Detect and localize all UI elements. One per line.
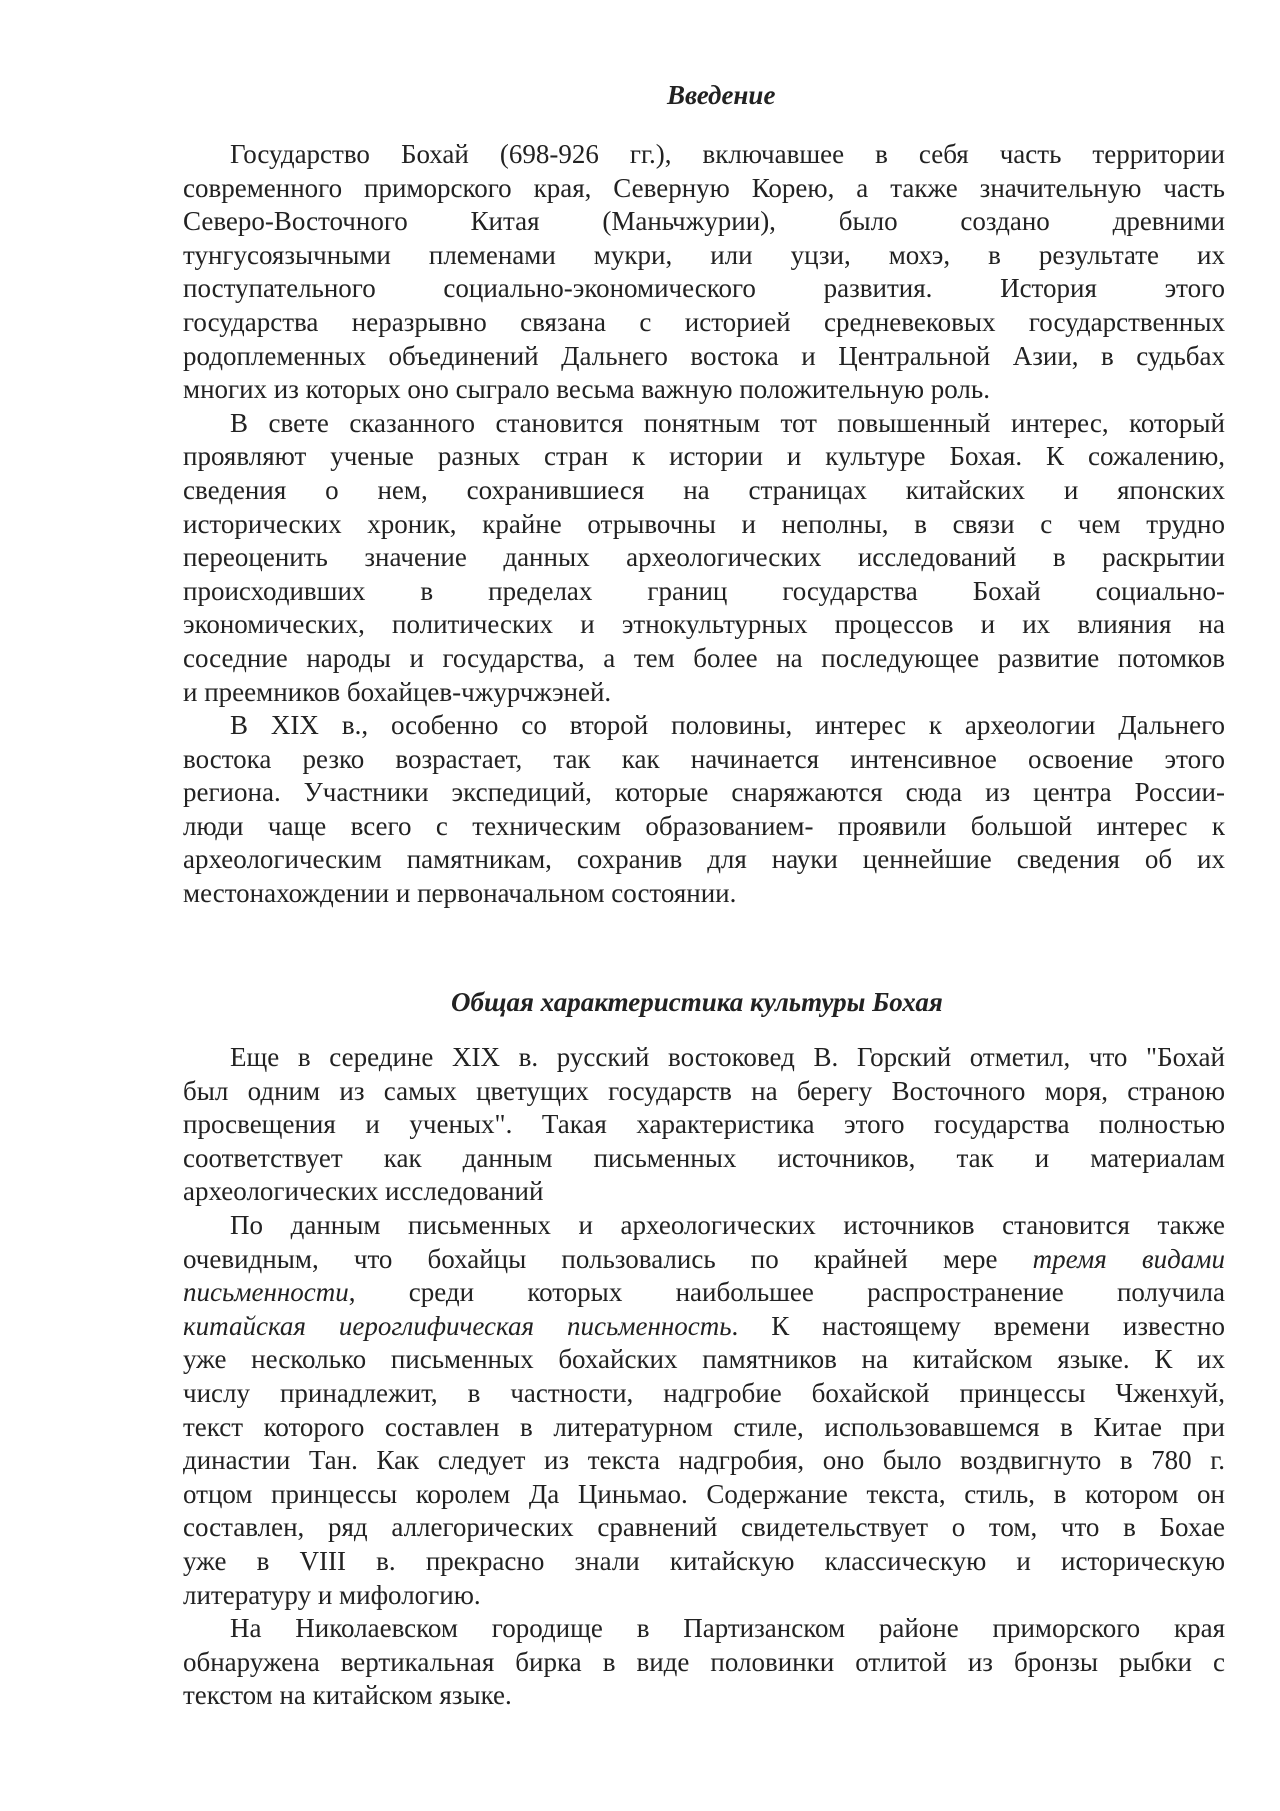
section-heading-introduction: Введение (667, 80, 776, 110)
text-line: местонахождении и первоначальном состоянии. (183, 878, 737, 909)
paragraph (183, 1041, 1225, 1209)
text-line: просвещения и ученых". Такая характеристика этого государства полностью (183, 1109, 1225, 1140)
text-line: современного приморского края, Северную Корею, а также значительную часть (183, 172, 1225, 203)
text-line: тунгусоязычными племенами мукри, или уцзи, мохэ, в результате их (183, 239, 1225, 270)
text-line: литературу и мифологию. (183, 1579, 481, 1610)
paragraph (183, 709, 1225, 911)
text-line: уже в VIII в. прекрасно знали китайскую классическую и историческую (183, 1545, 1225, 1576)
text-line: востока резко возрастает, так как начинается интенсивное освоение этого (183, 743, 1225, 774)
text-line: и преемников бохайцев-чжурчжэней. (183, 676, 612, 707)
text-line: экономических, политических и этнокультурных процессов и их влияния на (183, 609, 1225, 640)
paragraph (183, 407, 1225, 709)
text-line: Еще в середине XIX в. русский востоковед В. Горский отметил, что "Бохай (230, 1042, 1225, 1072)
text-line: В XIX в., особенно со второй половины, интерес к археологии Дальнего (230, 710, 1225, 741)
text-line (183, 1276, 1225, 1310)
text-line: текст которого составлен в литературном стиле, использовавшемся в Китае при (183, 1411, 1225, 1442)
italic-text: китайская иероглифическая письменность (183, 1310, 732, 1341)
italic-text: письменности (183, 1277, 349, 1308)
text-line: переоценить значение данных археологических исследований в раскрытии (183, 542, 1225, 573)
text-line: текстом на китайском языке. (183, 1680, 512, 1711)
text-line: Северо-Восточного Китая (Маньчжурии), было создано древними (183, 206, 1225, 237)
text-line: родоплеменных объединений Дальнего востока и Центральной Азии, в судьбах (183, 340, 1225, 371)
text-line: числу принадлежит, в частности, надгробие бохайской принцессы Чженхуй, (183, 1377, 1225, 1408)
paragraph (183, 1209, 1225, 1612)
text-line: Государство Бохай (698-926 гг.), включавшее в себя часть территории (230, 139, 1225, 169)
text-line: соответствует как данным письменных источников, так и материалам (183, 1142, 1225, 1173)
paragraph (183, 138, 1225, 407)
text-segment: очевидным, что бохайцы пользовались по крайней мере (183, 1243, 1033, 1274)
text-line: отцом принцессы королем Да Циньмао. Содержание текста, стиль, в котором он (183, 1478, 1225, 1509)
paragraph (183, 1612, 1225, 1713)
text-segment: . К настоящему времени известно (731, 1310, 1225, 1341)
text-line: проявляют ученые разных стран к истории и культуре Бохая. К сожалению, (183, 441, 1225, 472)
text-line (183, 1243, 1225, 1277)
section-heading-culture-overview: Общая характеристика культуры Бохая (451, 987, 943, 1017)
text-line: поступательного социально-экономического развития. История этого (183, 273, 1225, 304)
text-line: государства неразрывно связана с историей средневековых государственных (183, 306, 1225, 337)
text-line: В свете сказанного становится понятным тот повышенный интерес, который (230, 407, 1225, 438)
text-line: региона. Участники экспедиций, которые снаряжаются сюда из центра России- (183, 777, 1225, 808)
text-line: сведения о нем, сохранившиеся на страницах китайских и японских (183, 474, 1225, 505)
text-line: обнаружена вертикальная бирка в виде половинки отлитой из бронзы рыбки с (183, 1646, 1225, 1677)
text-line: был одним из самых цветущих государств на берегу Восточного моря, страною (183, 1075, 1225, 1106)
text-line: соседние народы и государства, а тем более на последующее развитие потомков (183, 642, 1225, 673)
text-line: уже несколько письменных бохайских памятников на китайском языке. К их (183, 1344, 1225, 1375)
text-line: исторических хроник, крайне отрывочны и неполны, в связи с чем трудно (183, 508, 1225, 539)
text-line: На Николаевском городище в Партизанском районе приморского края (230, 1613, 1225, 1644)
section-introduction-body (183, 138, 1225, 911)
text-line: составлен, ряд аллегорических сравнений свидетельствует о том, что в Бохае (183, 1512, 1225, 1543)
italic-text: тремя видами (1032, 1243, 1226, 1274)
section-culture-overview-body (183, 1041, 1225, 1713)
text-line: многих из которых оно сыграло весьма важную положительную роль. (183, 374, 990, 405)
text-line: археологических исследований (183, 1176, 544, 1207)
text-segment: , среди которых наибольшее распространение получила (348, 1277, 1225, 1308)
text-line: люди чаще всего с техническим образованием- проявили большой интерес к (183, 810, 1225, 841)
text-line: археологическим памятникам, сохранив для науки ценнейшие сведения об их (183, 844, 1225, 875)
text-line (183, 1310, 1225, 1344)
text-line: династии Тан. Как следует из текста надгробия, оно было воздвигнуто в 780 г. (183, 1445, 1225, 1476)
text-line: По данным письменных и археологических источников становится также (230, 1209, 1225, 1240)
text-line: происходивших в пределах границ государства Бохай социально- (183, 575, 1225, 606)
